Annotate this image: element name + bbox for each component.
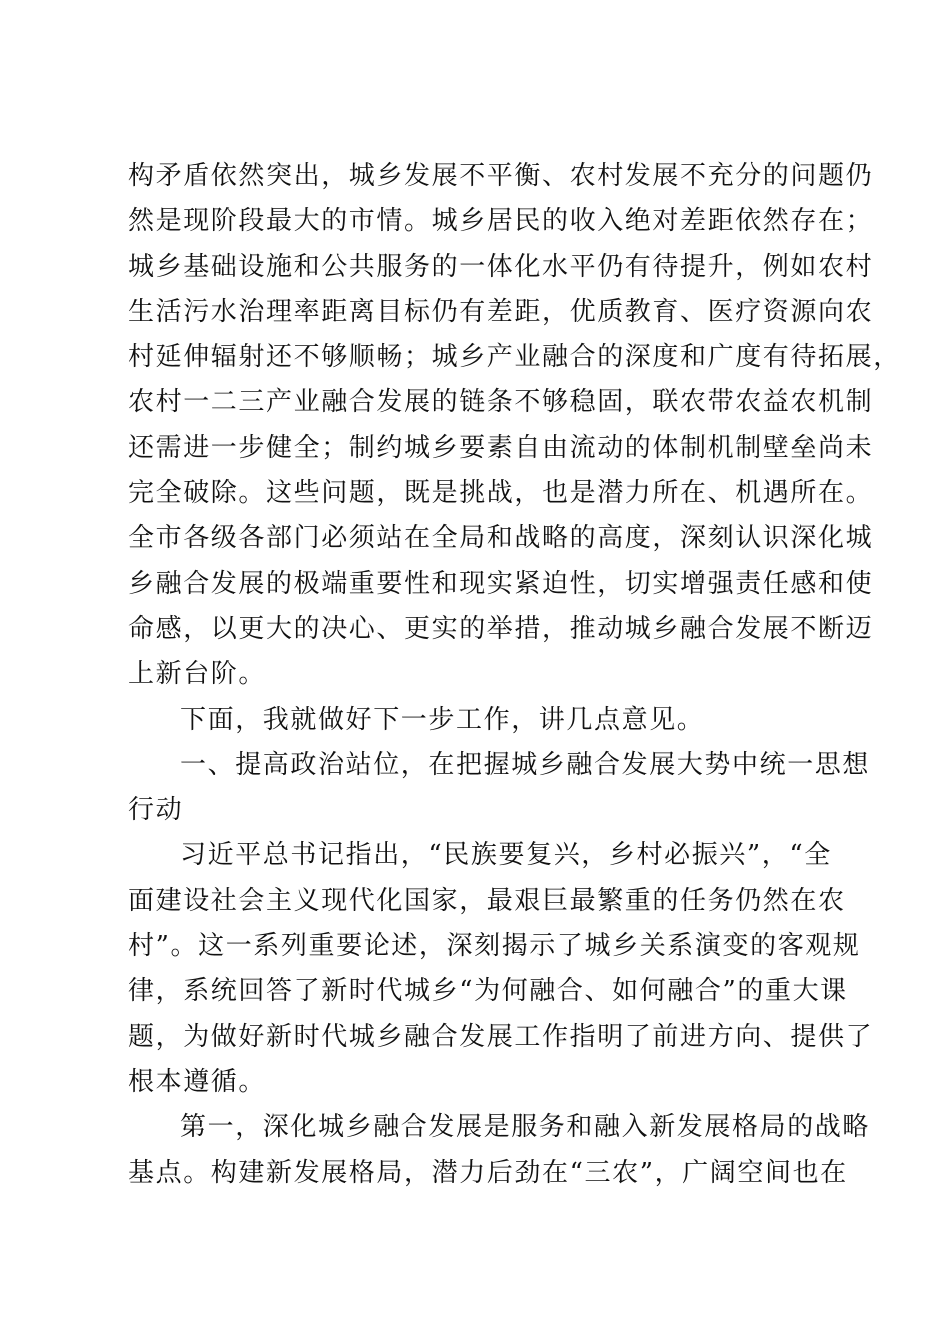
text-line: 律，系统回答了新时代城乡“为何融合、如何融合”的重大课 (128, 976, 848, 1007)
body-text (128, 154, 901, 1196)
text-line: 然是现阶段最大的市情。城乡居民的收入绝对差距依然存在； (128, 206, 874, 237)
text-line: 全市各级各部门必须站在全局和战略的高度，深刻认识深化城 (128, 523, 874, 554)
text-line: 生活污水治理率距离目标仍有差距，优质教育、医疗资源向农 (128, 296, 874, 327)
text-line: 完全破除。这些问题，既是挑战，也是潜力所在、机遇所在。 (128, 478, 874, 509)
text-line: 上新台阶。 (128, 659, 267, 690)
text-line: 基点。构建新发展格局，潜力后劲在“三农”，广阔空间也在 (128, 1157, 848, 1188)
text-line: 面建设社会主义现代化国家，最艰巨最繁重的任务仍然在农 (128, 885, 846, 916)
section-heading: 行动 (128, 795, 184, 826)
section-heading: 一、提高政治站位，在把握城乡融合发展大势中统一思想 (180, 749, 871, 780)
text-line: 乡融合发展的极端重要性和现实紧迫性，切实增强责任感和使 (128, 568, 874, 599)
text-line: 村”。这一系列重要论述，深刻揭示了城乡关系演变的客观规 (128, 931, 861, 962)
text-line: 下面，我就做好下一步工作，讲几点意见。 (180, 704, 705, 735)
text-line: 命感，以更大的决心、更实的举措，推动城乡融合发展不断迈 (128, 613, 874, 644)
text-line: 村延伸辐射还不够顺畅；城乡产业融合的深度和广度有待拓展， (128, 342, 901, 373)
text-line: 第一，深化城乡融合发展是服务和融入新发展格局的战略 (180, 1112, 871, 1143)
text-line: 根本遵循。 (128, 1066, 267, 1097)
text-line: 城乡基础设施和公共服务的一体化水平仍有待提升，例如农村 (128, 251, 874, 282)
text-line: 习近平总书记指出，“民族要复兴，乡村必振兴”，“全 (180, 840, 832, 871)
text-line: 构矛盾依然突出，城乡发展不平衡、农村发展不充分的问题仍 (128, 161, 874, 191)
text-line: 题，为做好新时代城乡融合发展工作指明了前进方向、提供了 (128, 1021, 874, 1052)
text-line: 还需进一步健全；制约城乡要素自由流动的体制机制壁垒尚未 (128, 432, 874, 463)
text-line: 农村一二三产业融合发展的链条不够稳固，联农带农益农机制 (128, 387, 874, 418)
